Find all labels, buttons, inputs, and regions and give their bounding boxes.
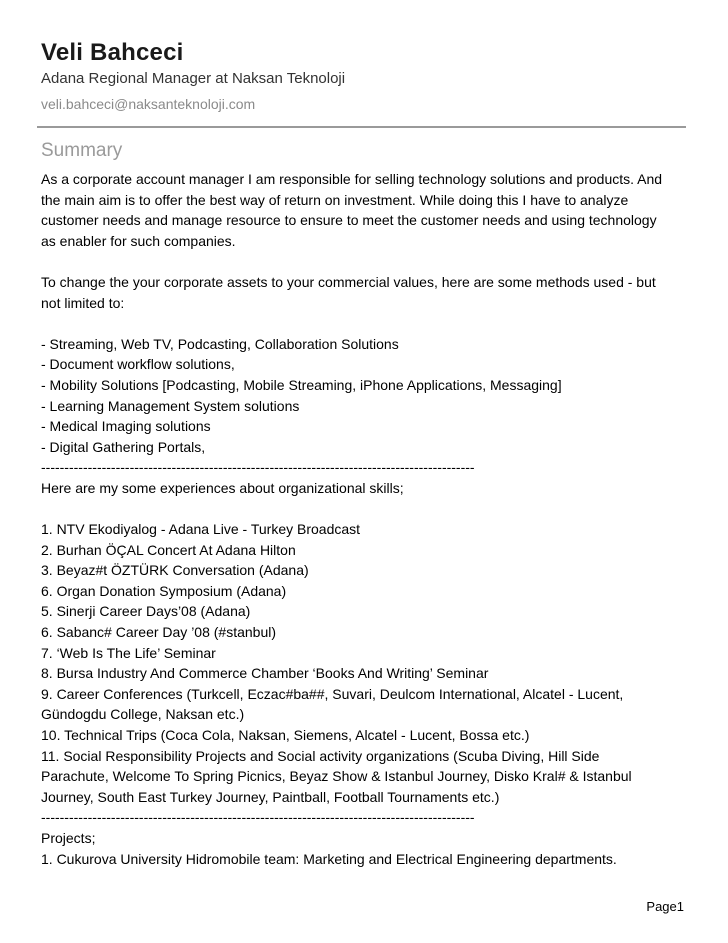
summary-line: Projects; — [41, 830, 96, 846]
summary-line: 6. Sabanc# Career Day ’08 (#stanbul) — [41, 624, 277, 641]
summary-line: 1. NTV Ekodiyalog - Adana Live - Turkey Broadcast — [41, 521, 361, 538]
summary-line: As a corporate account manager I am responsible for selling technology solutions and products. And — [41, 171, 663, 187]
summary-line: 5. Sinerji Career Days’08 (Adana) — [41, 603, 251, 620]
paragraph-gap — [41, 313, 689, 334]
profile-name: Veli Bahceci — [41, 39, 184, 66]
summary-line: Journey, South East Turkey Journey, Paintball, Football Tournaments etc.) — [41, 788, 500, 805]
summary-line: - Document workflow solutions, — [41, 356, 235, 373]
summary-line: 8. Bursa Industry And Commerce Chamber ‘Books And Writing’ Seminar — [41, 665, 489, 682]
summary-line: 10. Technical Trips (Coca Cola, Naksan, Siemens, Alcatel - Lucent, Bossa etc.) — [41, 727, 530, 744]
summary-line: 1. Cukurova University Hidromobile team: Marketing and Electrical Engineering departments. — [41, 850, 617, 867]
summary-line: - Learning Management System solutions — [41, 397, 300, 414]
header-divider — [37, 126, 686, 128]
summary-line: customer needs and manage resource to ensure to meet the customer needs and using technology — [41, 212, 657, 229]
summary-line: 9. Career Conferences (Turkcell, Eczac#ba##, Suvari, Deulcom International, Alcatel - Lucent, — [41, 685, 624, 702]
summary-line: 3. Beyaz#t ÖZTÜRK Conversation (Adana) — [41, 562, 309, 579]
summary-line: Parachute, Welcome To Spring Picnics, Beyaz Show & Istanbul Journey, Disko Kral# & Istanbul — [41, 768, 632, 785]
profile-headline: Adana Regional Manager at Naksan Teknoloji — [41, 70, 346, 87]
summary-line: as enabler for such companies. — [41, 232, 236, 249]
page-number: Page1 — [646, 899, 684, 914]
summary-line: - Digital Gathering Portals, — [41, 438, 206, 455]
summary-line: 6. Organ Donation Symposium (Adana) — [41, 582, 287, 599]
summary-line: 7. ‘Web Is The Life’ Seminar — [41, 644, 216, 661]
summary-line: 11. Social Responsibility Projects and Social activity organizations (Scuba Diving, Hill Side — [41, 747, 600, 764]
summary-section-title: Summary — [41, 140, 123, 161]
paragraph-gap — [41, 499, 689, 520]
summary-line: - Medical Imaging solutions — [41, 418, 211, 435]
summary-line: - Streaming, Web TV, Podcasting, Collaboration Solutions — [41, 335, 399, 352]
summary-line: Gündogdu College, Naksan etc.) — [41, 706, 245, 723]
summary-line: --------------------------------------------------------------------------------------------- — [41, 459, 475, 476]
profile-email: veli.bahceci@naksanteknoloji.com — [41, 96, 256, 112]
paragraph-gap — [41, 251, 689, 272]
summary-line: --------------------------------------------------------------------------------------------- — [41, 809, 475, 826]
summary-line: not limited to: — [41, 294, 125, 311]
summary-line: the main aim is to offer the best way of return on investment. While doing this I have to analyze — [41, 191, 629, 208]
summary-line: 2. Burhan ÖÇAL Concert At Adana Hilton — [41, 541, 296, 558]
summary-line: - Mobility Solutions [Podcasting, Mobile Streaming, iPhone Applications, Messaging] — [41, 376, 562, 393]
summary-body — [41, 169, 689, 869]
summary-line: To change the your corporate assets to your commercial values, here are some methods used - but — [41, 273, 656, 290]
summary-line: Here are my some experiences about organizational skills; — [41, 479, 404, 496]
